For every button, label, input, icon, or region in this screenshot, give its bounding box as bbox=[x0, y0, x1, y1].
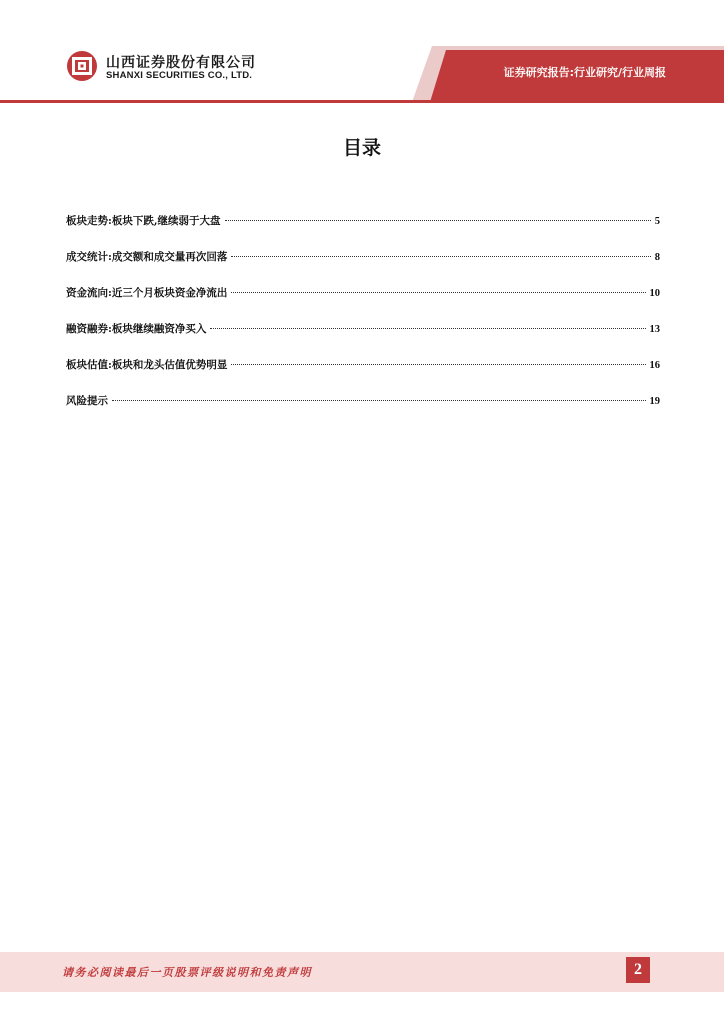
toc-entry[interactable] bbox=[66, 321, 660, 357]
report-type-label: 证券研究报告:行业研究/行业周报 bbox=[503, 66, 666, 79]
toc-entry[interactable] bbox=[66, 213, 660, 249]
toc-entry-page: 5 bbox=[654, 216, 660, 227]
footer-disclaimer: 请务必阅读最后一页股票评级说明和免责声明 bbox=[62, 966, 312, 979]
toc-entry[interactable] bbox=[66, 249, 660, 285]
toc-leader-dots bbox=[231, 364, 645, 365]
toc-entry-page: 19 bbox=[649, 396, 660, 407]
toc-entry[interactable] bbox=[66, 285, 660, 321]
toc-entry-page: 8 bbox=[654, 252, 660, 263]
toc-entry[interactable] bbox=[66, 357, 660, 393]
page-header bbox=[0, 0, 724, 100]
company-name-cn: 山西证券股份有限公司 bbox=[106, 55, 256, 71]
toc-entry-label: 板块估值:板块和龙头估值优势明显 bbox=[66, 359, 228, 371]
toc-entry-page: 16 bbox=[649, 360, 660, 371]
table-of-contents bbox=[66, 213, 660, 429]
toc-entry-label: 资金流向:近三个月板块资金净流出 bbox=[66, 287, 228, 299]
toc-leader-dots bbox=[225, 220, 651, 221]
header-divider bbox=[0, 100, 724, 103]
toc-title: 目录 bbox=[342, 137, 381, 159]
toc-leader-dots bbox=[231, 256, 650, 257]
toc-entry-label: 融资融券:板块继续融资净买入 bbox=[66, 323, 207, 335]
toc-leader-dots bbox=[210, 328, 645, 329]
toc-entry-page: 13 bbox=[649, 324, 660, 335]
toc-entry-label: 成交统计:成交额和成交量再次回落 bbox=[66, 251, 228, 263]
toc-leader-dots bbox=[112, 400, 646, 401]
page-number: 2 bbox=[626, 957, 650, 983]
toc-entry[interactable] bbox=[66, 393, 660, 429]
toc-entry-label: 板块走势:板块下跌,继续弱于大盘 bbox=[66, 215, 221, 227]
toc-entry-label: 风险提示 bbox=[66, 395, 108, 407]
toc-entry-page: 10 bbox=[649, 288, 660, 299]
toc-leader-dots bbox=[231, 292, 645, 293]
company-name-en: SHANXI SECURITIES CO., LTD. bbox=[106, 70, 253, 81]
